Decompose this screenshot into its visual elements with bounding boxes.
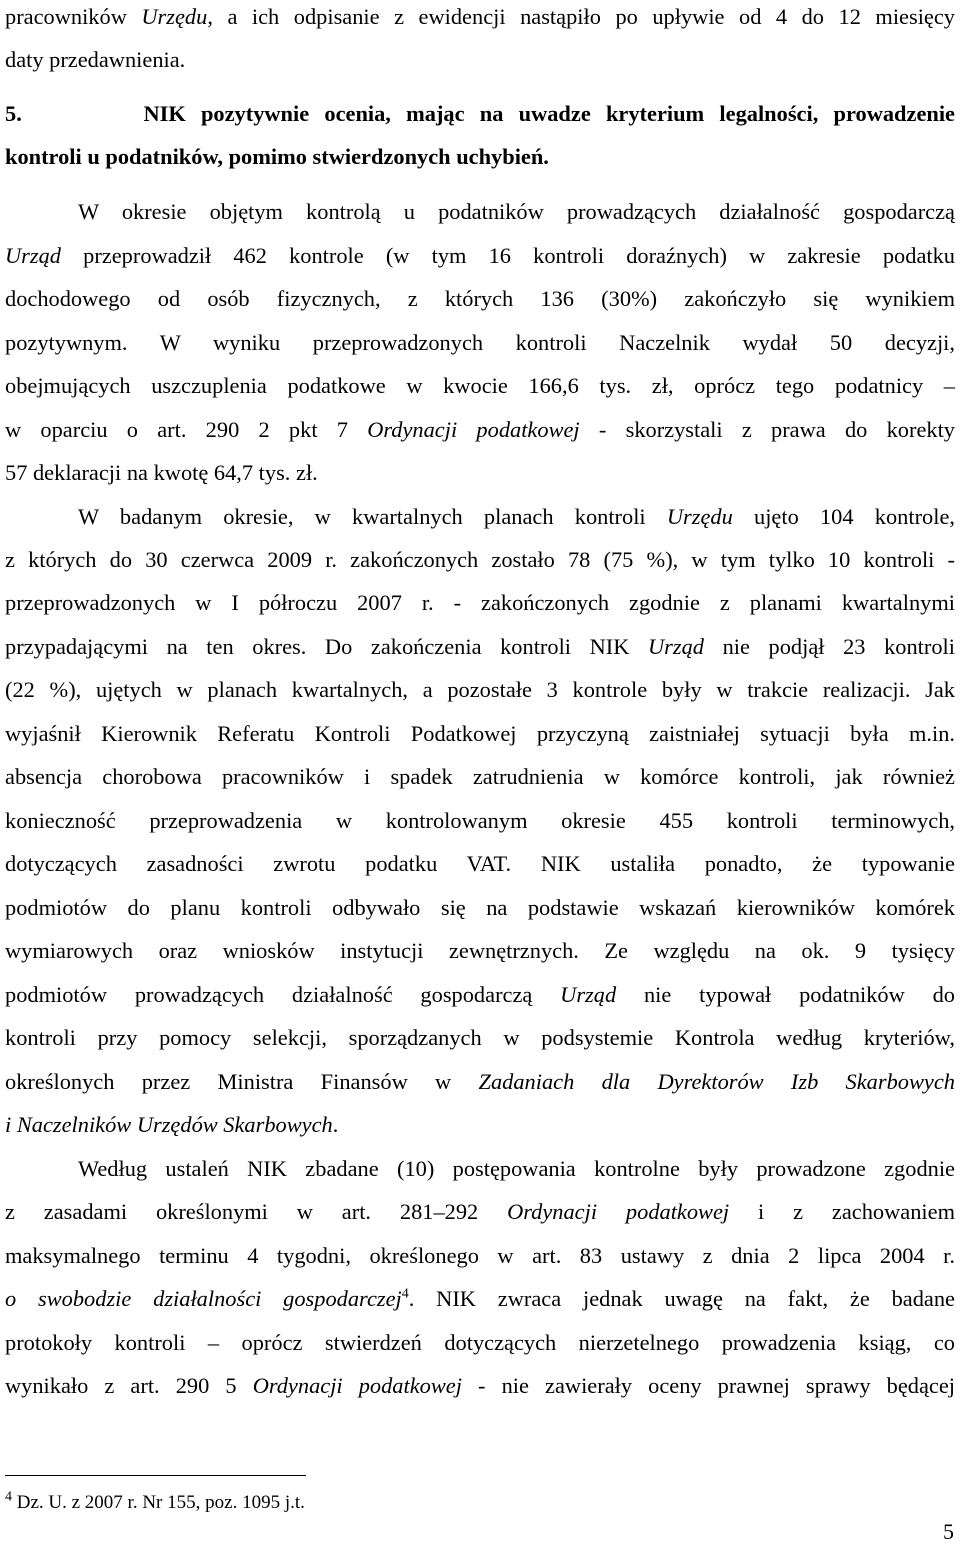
text-line: [5, 936, 955, 966]
text-line: [5, 1284, 955, 1314]
text-span: . NIK zwraca jednak uwagę na fakt, że badane: [408, 1286, 955, 1311]
text-span: kontroli u podatników, pomimo stwierdzonych uchybień.: [5, 144, 549, 169]
text-span: pracowników: [5, 4, 142, 29]
text-span: przypadającymi na ten okres. Do zakończenia kontroli NIK: [5, 634, 648, 659]
text-span: nie typował podatników do: [616, 982, 955, 1007]
text-line: [5, 1197, 955, 1227]
text-span: W okresie objętym kontrolą u podatników prowadzących działalność gospodarczą: [78, 199, 955, 224]
text-span: obejmujących uszczuplenia podatkowe w kwocie 166,6 tys. zł, oprócz tego podatnicy –: [5, 373, 955, 398]
text-span: wynikało z art. 290 5: [5, 1373, 253, 1398]
text-line: [78, 502, 955, 532]
text-line: [5, 980, 955, 1010]
text-line: [5, 675, 955, 705]
italic-span: Zadaniach dla Dyrektorów Izb Skarbowych: [478, 1069, 955, 1094]
text-line: [5, 1067, 955, 1097]
text-line: [5, 545, 955, 575]
text-span: wymiarowych oraz wniosków instytucji zewnętrznych. Ze względu na ok. 9 tysięcy: [5, 938, 955, 963]
text-span: daty przedawnienia.: [5, 47, 186, 72]
text-line: [5, 371, 955, 401]
text-line: [5, 893, 955, 923]
text-span: w oparciu o art. 290 2 pkt 7: [5, 417, 368, 442]
text-line: [5, 458, 955, 488]
text-line: [5, 719, 955, 749]
text-span: z zasadami określonymi w art. 281–292: [5, 1199, 508, 1224]
text-span: ujęto 104 kontrole,: [732, 504, 955, 529]
text-span: NIK pozytywnie ocenia, mając na uwadze kryterium legalności, prowadzenie: [21, 101, 955, 126]
footnote-separator: [5, 1475, 306, 1476]
text-span: W badanym okresie, w kwartalnych planach kontroli: [78, 504, 667, 529]
text-span: , a ich odpisanie z ewidencji nastąpiło po upływie od 4 do 12 miesięcy: [207, 4, 955, 29]
text-span: (22 %), ujętych w planach kwartalnych, a pozostałe 3 kontrole były w trakcie realizacji. Jak: [5, 677, 955, 702]
text-line: [5, 328, 955, 358]
text-span: przeprowadzonych w I półroczu 2007 r. - zakończonych zgodnie z planami kwartalnymi: [5, 590, 955, 615]
text-span: nie podjął 23 kontroli: [704, 634, 955, 659]
section-heading: [5, 99, 955, 129]
text-span: 5.: [5, 101, 22, 126]
footnote-ref: 4: [401, 1286, 409, 1302]
text-span: przeprowadził 462 kontrole (w tym 16 kontroli doraźnych) w zakresie podatku: [61, 243, 955, 268]
text-span: i z zachowaniem: [729, 1199, 955, 1224]
text-span: podmiotów do planu kontroli odbywało się na podstawie wskazań kierowników komórek: [5, 895, 955, 920]
italic-span: Urzędu: [666, 504, 733, 529]
text-line: [5, 1110, 955, 1140]
text-line: [5, 1241, 955, 1271]
text-span: - skorzystali z prawa do korekty: [579, 417, 955, 442]
italic-span: Ordynacji podatkowej: [252, 1373, 462, 1398]
text-span: podmiotów prowadzących działalność gospodarczą: [5, 982, 561, 1007]
text-span: z których do 30 czerwca 2009 r. zakończonych zostało 78 (75 %), w tym tylko 10 kontroli -: [5, 547, 955, 572]
footnote-text: Dz. U. z 2007 r. Nr 155, poz. 1095 j.t.: [12, 1492, 305, 1513]
text-line: [5, 632, 955, 662]
text-span: konieczność przeprowadzenia w kontrolowanym okresie 455 kontroli terminowych,: [5, 808, 955, 833]
text-span: maksymalnego terminu 4 tygodni, określonego w art. 83 ustawy z dnia 2 lipca 2004 r.: [5, 1243, 955, 1268]
italic-span: Ordynacji podatkowej: [507, 1199, 730, 1224]
text-line: [5, 588, 955, 618]
italic-span: Urzędu: [141, 4, 208, 29]
italic-span: o swobodzie działalności gospodarczej: [5, 1286, 402, 1311]
text-span: .: [332, 1112, 339, 1137]
text-span: określonych przez Ministra Finansów w: [5, 1069, 479, 1094]
section-heading: [5, 142, 955, 172]
text-line: [5, 2, 955, 32]
footnote: [5, 1491, 305, 1515]
footnote-marker: 4: [5, 1489, 12, 1505]
italic-span: Ordynacji podatkowej: [367, 417, 580, 442]
italic-span: Urząd: [5, 243, 61, 268]
text-line: [5, 284, 955, 314]
text-span: dotyczących zasadności zwrotu podatku VAT. NIK ustaliła ponadto, że typowanie: [5, 851, 955, 876]
text-line: [5, 415, 955, 445]
text-line: [5, 241, 955, 271]
text-line: [5, 45, 955, 75]
text-span: wyjaśnił Kierownik Referatu Kontroli Podatkowej przyczyną zaistniałej sytuacji była m.in.: [5, 721, 955, 746]
italic-span: i Naczelników Urzędów Skarbowych: [5, 1112, 333, 1137]
italic-span: Urząd: [560, 982, 617, 1007]
text-span: absencja chorobowa pracowników i spadek zatrudnienia w komórce kontroli, jak również: [5, 764, 955, 789]
text-span: protokoły kontroli – oprócz stwierdzeń dotyczących nierzetelnego prowadzenia ksiąg, co: [5, 1330, 955, 1355]
text-line: [78, 197, 955, 227]
text-line: [5, 806, 955, 836]
text-span: pozytywnym. W wyniku przeprowadzonych kontroli Naczelnik wydał 50 decyzji,: [5, 330, 955, 355]
text-line: [5, 1023, 955, 1053]
text-line: [5, 849, 955, 879]
text-span: kontroli przy pomocy selekcji, sporządzanych w podsystemie Kontrola według kryteriów,: [5, 1025, 955, 1050]
text-span: dochodowego od osób fizycznych, z których 136 (30%) zakończyło się wynikiem: [5, 286, 955, 311]
text-line: [5, 762, 955, 792]
text-span: 57 deklaracji na kwotę 64,7 tys. zł.: [5, 460, 318, 485]
italic-span: Urząd: [648, 634, 704, 659]
text-span: Według ustaleń NIK zbadane (10) postępowania kontrolne były prowadzone zgodnie: [78, 1156, 955, 1181]
text-line: [78, 1154, 955, 1184]
page-number: 5: [943, 1519, 954, 1544]
text-line: [5, 1328, 955, 1358]
text-line: [5, 1371, 955, 1401]
text-span: - nie zawierały oceny prawnej sprawy będącej: [461, 1373, 955, 1398]
